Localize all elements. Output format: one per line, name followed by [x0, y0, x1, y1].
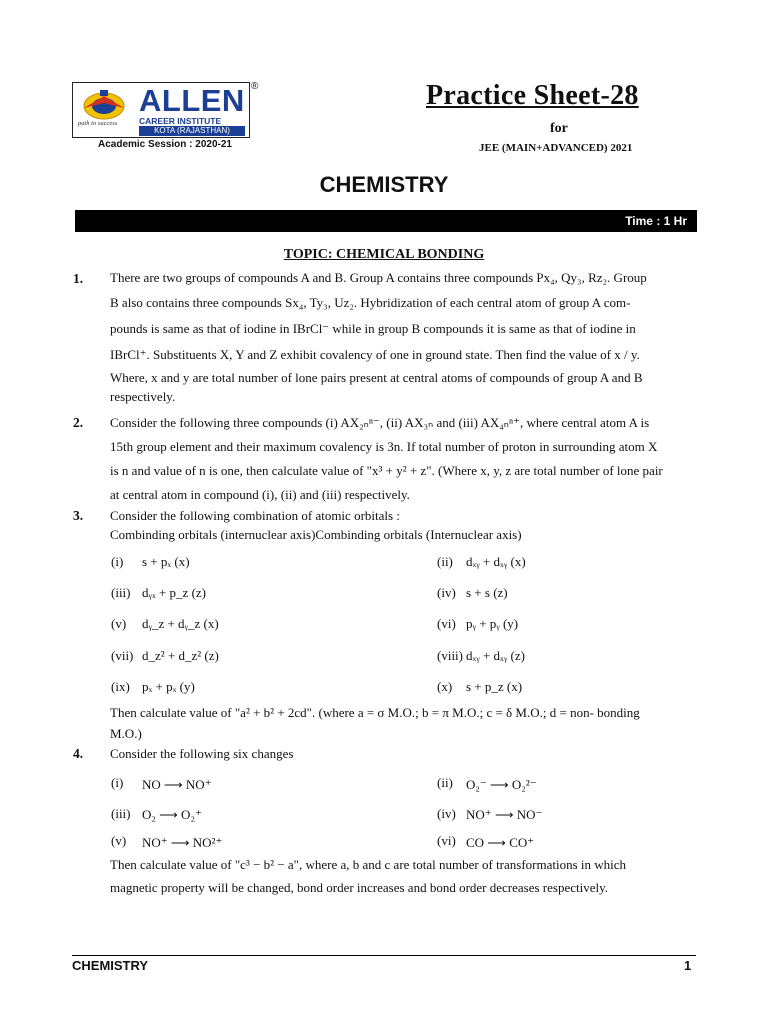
registered-mark: ®: [251, 81, 259, 92]
question-number-1: 1.: [73, 271, 84, 286]
q3-option-value: d_z² + d_z² (z): [142, 648, 219, 663]
logo-tagline: path to success: [78, 120, 118, 127]
q2-line-1: Consider the following three compounds (i) AX₂ₙⁿ⁻, (ii) AX₃ₙ and (iii) AX₄ₙⁿ⁺, where central atom A is: [110, 415, 650, 430]
q3-option-label: (i): [111, 554, 124, 569]
q3-intro: Consider the following combination of atomic orbitals :: [110, 508, 400, 523]
q3-option-value: s + pₓ (x): [142, 554, 190, 569]
q3-option-label: (iv): [437, 585, 456, 600]
time-label: Time : 1 Hr: [625, 214, 687, 228]
q1-line-2: B also contains three compounds Sx₄, Ty₃, Uz₂. Hybridization of each central atom of group A com-: [110, 295, 631, 310]
q3-option-value: dᵧ_z + dᵧ_z (x): [142, 616, 219, 631]
time-bar: [75, 210, 697, 232]
logo-brand: ALLEN: [139, 83, 245, 118]
question-number-2: 2.: [73, 415, 84, 430]
q3-option-label: (x): [437, 679, 453, 694]
q4-option-value: CO ⟶ CO⁺: [466, 835, 535, 850]
q3-option-value: s + p_z (x): [466, 679, 523, 694]
exam-name: JEE (MAIN+ADVANCED) 2021: [479, 142, 633, 154]
q3-option-label: (v): [111, 616, 127, 631]
q3-option-label: (iii): [111, 585, 131, 600]
q3-conclusion-1: Then calculate value of "a² + b² + 2cd". (where a = σ M.O.; b = π M.O.; c = δ M.O.; d = non- bonding: [110, 705, 640, 720]
for-label: for: [550, 121, 568, 136]
q3-option-value: dₓᵧ + dₓᵧ (x): [466, 554, 526, 569]
q3-option-label: (ii): [437, 554, 453, 569]
q4-option-value: O₂ ⟶ O₂⁺: [142, 807, 202, 822]
page-number: 1: [684, 958, 692, 973]
q4-option-label: (i): [111, 775, 124, 790]
allen-logo: [72, 82, 250, 138]
logo-city: KOTA (RAJASTHAN): [139, 126, 245, 136]
sheet-title: Practice Sheet-28: [426, 80, 639, 111]
q4-option-value: O₂⁻ ⟶ O₂²⁻: [466, 777, 537, 792]
q3-option-label: (viii): [437, 648, 463, 663]
q4-intro: Consider the following six changes: [110, 746, 294, 761]
footer-divider: [72, 955, 696, 956]
question-number-3: 3.: [73, 508, 84, 523]
q3-option-label: (vi): [437, 616, 456, 631]
q4-option-value: NO ⟶ NO⁺: [142, 777, 212, 792]
q4-option-value: NO⁺ ⟶ NO²⁺: [142, 835, 223, 850]
q4-option-label: (ii): [437, 775, 453, 790]
question-number-4: 4.: [73, 746, 84, 761]
q4-option-label: (iv): [437, 806, 456, 821]
q1-line-1: There are two groups of compounds A and B. Group A contains three compounds Px₄, Qy₃, Rz₂. Group: [110, 270, 647, 285]
q4-option-label: (iii): [111, 806, 131, 821]
q2-line-4: at central atom in compound (i), (ii) and (iii) respectively.: [110, 487, 410, 502]
q3-header: Combinding orbitals (internuclear axis)Combinding orbitals (Internuclear axis): [110, 527, 522, 542]
q2-line-2: 15th group element and their maximum covalency is 3n. If total number of proton in surrounding atom X: [110, 439, 658, 454]
q3-option-value: pᵧ + pᵧ (y): [466, 616, 519, 631]
q1-line-4: IBrCl⁺. Substituents X, Y and Z exhibit covalency of one in ground state. Then find the value of x / y.: [110, 347, 640, 362]
q4-option-label: (vi): [437, 833, 456, 848]
q3-conclusion-2: M.O.): [110, 726, 142, 741]
academic-session: Academic Session : 2020-21: [98, 139, 232, 150]
q3-option-value: pₓ + pₓ (y): [142, 679, 195, 694]
q1-line-5: Where, x and y are total number of lone pairs present at central atoms of compounds of group A and B: [110, 370, 643, 385]
q4-conclusion-2: magnetic property will be changed, bond order increases and bond order decreases respectively.: [110, 880, 609, 895]
logo-subtitle: CAREER INSTITUTE: [139, 116, 222, 126]
q1-line-3: pounds is same as that of iodine in IBrCl⁻ while in group B compounds it is same as that of iodine in: [110, 321, 636, 336]
q3-option-value: dₓᵧ + dₓᵧ (z): [466, 648, 525, 663]
q4-conclusion-1: Then calculate value of "c³ − b² − a", where a, b and c are total number of transformations in which: [110, 857, 627, 872]
q3-option-value: s + s (z): [466, 585, 508, 600]
q3-option-value: dᵧₓ + p_z (z): [142, 585, 206, 600]
q3-option-label: (vii): [111, 648, 134, 663]
q2-line-3: is n and value of n is one, then calculate value of "x³ + y² + z". (Where x, y, z are total number of lone pair: [110, 463, 663, 478]
q3-option-label: (ix): [111, 679, 130, 694]
footer-subject: CHEMISTRY: [72, 958, 149, 973]
topic-heading: TOPIC: CHEMICAL BONDING: [283, 247, 485, 262]
q4-option-value: NO⁺ ⟶ NO⁻: [466, 807, 543, 822]
subject-heading: CHEMISTRY: [319, 172, 449, 197]
q1-line-6: respectively.: [110, 389, 176, 404]
q4-option-label: (v): [111, 833, 127, 848]
